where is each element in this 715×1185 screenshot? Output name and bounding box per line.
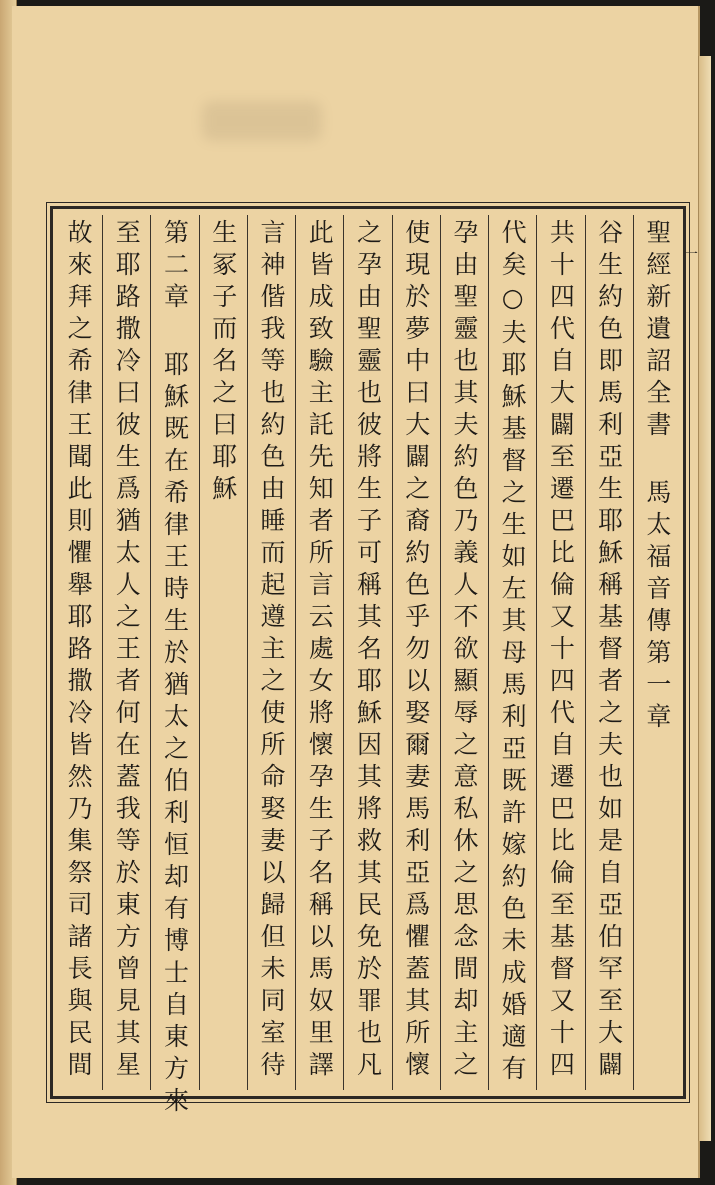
column-text: 使現於夢中曰大闢之裔約色乎勿以娶爾妻馬利亞爲懼蓋其所懷 bbox=[401, 219, 431, 1083]
column-text: 聖經新遺詔全書 馬太福音傳第一章 bbox=[642, 219, 672, 735]
column-text: 言神偕我等也約色由睡而起遵主之使所命娶妻以歸但未同室待 bbox=[257, 219, 286, 1083]
text-column-13 bbox=[55, 215, 102, 1090]
column-text: 谷生約色即馬利亞生耶穌稱基督者之夫也如是自亞伯罕至大闢 bbox=[594, 219, 624, 1083]
text-column-9 bbox=[247, 215, 295, 1090]
show-through-stain bbox=[202, 101, 322, 141]
text-column-7 bbox=[343, 215, 391, 1090]
text-column-12 bbox=[102, 215, 150, 1090]
book-page bbox=[12, 6, 700, 1178]
column-text: 此皆成致驗主託先知者所言云處女將懷孕生子名稱以馬奴里譯 bbox=[305, 219, 335, 1083]
text-column-3 bbox=[536, 215, 584, 1090]
text-column-4 bbox=[488, 215, 536, 1090]
text-columns bbox=[55, 215, 681, 1119]
column-text: 第二章 耶穌既在希律王時生於猶太之伯利恒却有博士自東方來 bbox=[160, 219, 190, 1119]
text-column-11 bbox=[150, 215, 198, 1119]
text-column-8 bbox=[295, 215, 343, 1090]
page-number: 一 bbox=[684, 247, 698, 263]
text-frame bbox=[50, 206, 686, 1119]
column-text: 代矣○夫耶穌基督之生如左其母馬利亞既許嫁約色未成婚適有 bbox=[498, 219, 528, 1087]
text-column-10 bbox=[199, 215, 247, 1090]
column-text: 共十四代自大闢至遷巴比倫又十四代自遷巴比倫至基督又十四 bbox=[546, 219, 576, 1083]
column-text: 至耶路撒冷曰彼生爲猶太人之王者何在蓋我等於東方曾見其星 bbox=[112, 219, 142, 1083]
column-text: 之孕由聖靈也彼將生子可稱其名耶穌因其將救其民免於罪也凡 bbox=[353, 219, 383, 1083]
text-column-2 bbox=[585, 215, 633, 1090]
text-column-6 bbox=[392, 215, 440, 1090]
column-text: 孕由聖靈也其夫約色乃義人不欲顯辱之意私休之思念間却主之 bbox=[449, 219, 479, 1083]
text-column-1 bbox=[633, 215, 681, 1090]
column-text: 故來拜之希律王聞此則懼舉耶路撒冷皆然乃集祭司諸長與民間 bbox=[64, 219, 94, 1083]
column-text: 生冢子而名之曰耶穌 bbox=[208, 219, 238, 507]
page-fore-edge bbox=[698, 56, 711, 1141]
text-column-5 bbox=[440, 215, 488, 1090]
